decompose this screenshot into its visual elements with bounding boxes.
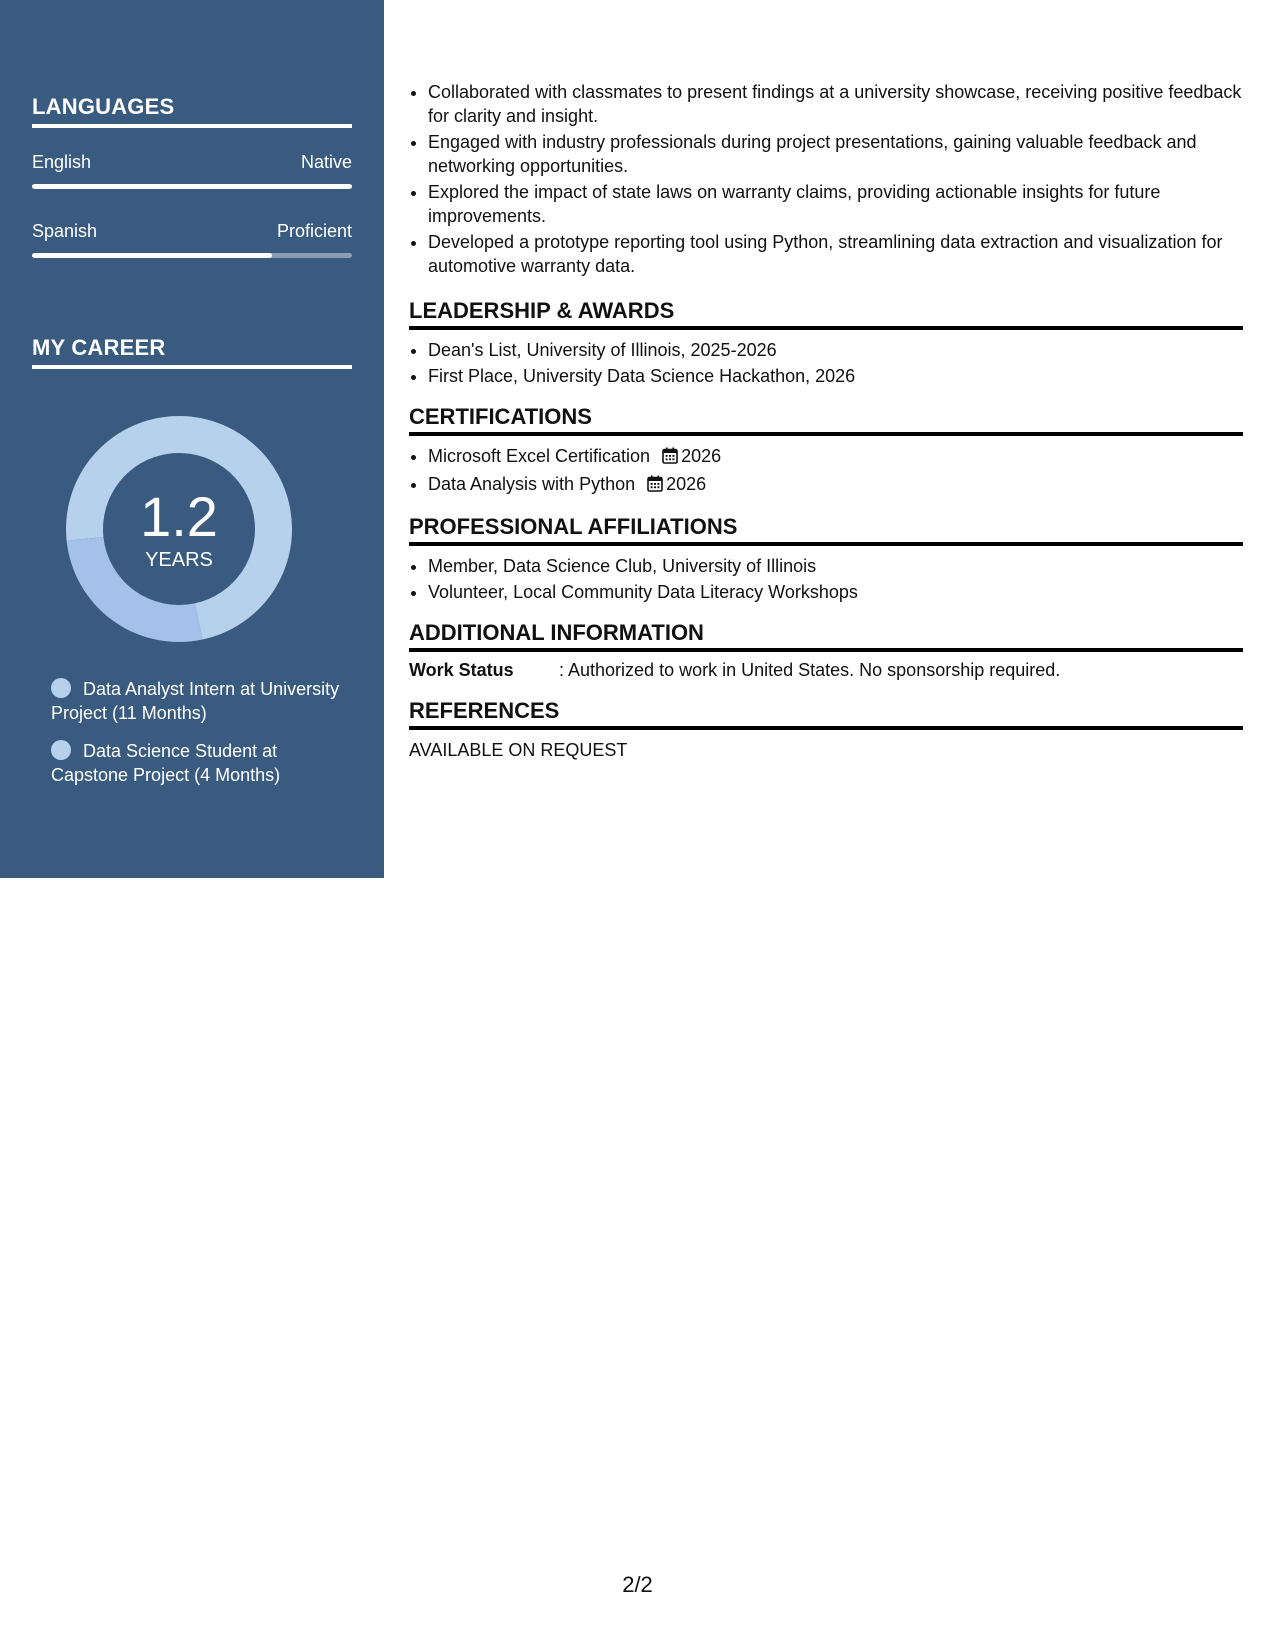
language-bar-spanish [32,253,352,258]
career-dot-icon [51,678,71,698]
certification-year: 2026 [681,446,722,466]
career-item [51,739,351,787]
language-level: Native [300,152,352,172]
work-status-value: : Authorized to work in United States. No sponsorship required. [559,660,1061,680]
career-total-value: 1.2 [140,484,218,548]
affiliations-list [409,554,1243,604]
language-level: Proficient [276,221,352,241]
list-item: • Member, Data Science Club, University of Illinois [428,554,1243,578]
work-status-row [409,658,1243,682]
languages-heading: LANGUAGES [32,94,352,128]
leadership-heading: LEADERSHIP & AWARDS [409,298,1243,330]
references-text: AVAILABLE ON REQUEST [409,740,628,760]
certification-name: Microsoft Excel Certification [428,446,651,466]
language-name: English [32,152,92,172]
main-content [409,0,1243,762]
language-row-english [32,152,352,173]
language-bar-fill [32,184,352,189]
career-total-unit: YEARS [145,548,213,571]
career-heading: MY CAREER [32,335,352,369]
list-item: • Engaged with industry professionals during project presentations, gaining valuable feedback and networking opportunities. [428,130,1243,178]
list-item: • Volunteer, Local Community Data Literacy Workshops [428,580,1243,604]
additional-info-heading: ADDITIONAL INFORMATION [409,620,1243,652]
certification-name: Data Analysis with Python [428,474,636,494]
certifications-heading: CERTIFICATIONS [409,404,1243,436]
sidebar [0,0,384,878]
project-bullets [409,80,1243,278]
certifications-list [409,444,1243,498]
career-item-text: Data Science Student at Capstone Project (4 Months) [51,741,281,785]
list-item: • Developed a prototype reporting tool using Python, streamlining data extraction and visualization for automotive warranty data. [428,230,1243,278]
career-dot-icon [51,740,71,760]
list-item: • Explored the impact of state laws on warranty claims, providing actionable insights for future improvements. [428,180,1243,228]
donut-center [66,416,292,642]
list-item [428,472,1243,498]
language-bar-english [32,184,352,189]
career-item [51,677,351,725]
affiliations-heading: PROFESSIONAL AFFILIATIONS [409,514,1243,546]
language-name: Spanish [32,221,98,241]
page-number: 2/2 [622,1572,653,1597]
language-bar-fill [32,253,272,258]
references-heading: REFERENCES [409,698,1243,730]
calendar-icon [647,474,663,498]
career-item-text: Data Analyst Intern at University Project (11 Months) [51,679,340,723]
work-status-label: Work Status [409,660,514,680]
list-item: • First Place, University Data Science Hackathon, 2026 [428,364,1243,388]
language-row-spanish [32,221,352,242]
certification-year: 2026 [666,474,707,494]
list-item [428,444,1243,470]
list-item: • Collaborated with classmates to present findings at a university showcase, receiving positive feedback for clarity and insight. [428,80,1243,128]
leadership-list [409,338,1243,388]
calendar-icon [662,446,678,470]
list-item: • Dean's List, University of Illinois, 2025-2026 [428,338,1243,362]
career-donut-chart [66,416,292,642]
